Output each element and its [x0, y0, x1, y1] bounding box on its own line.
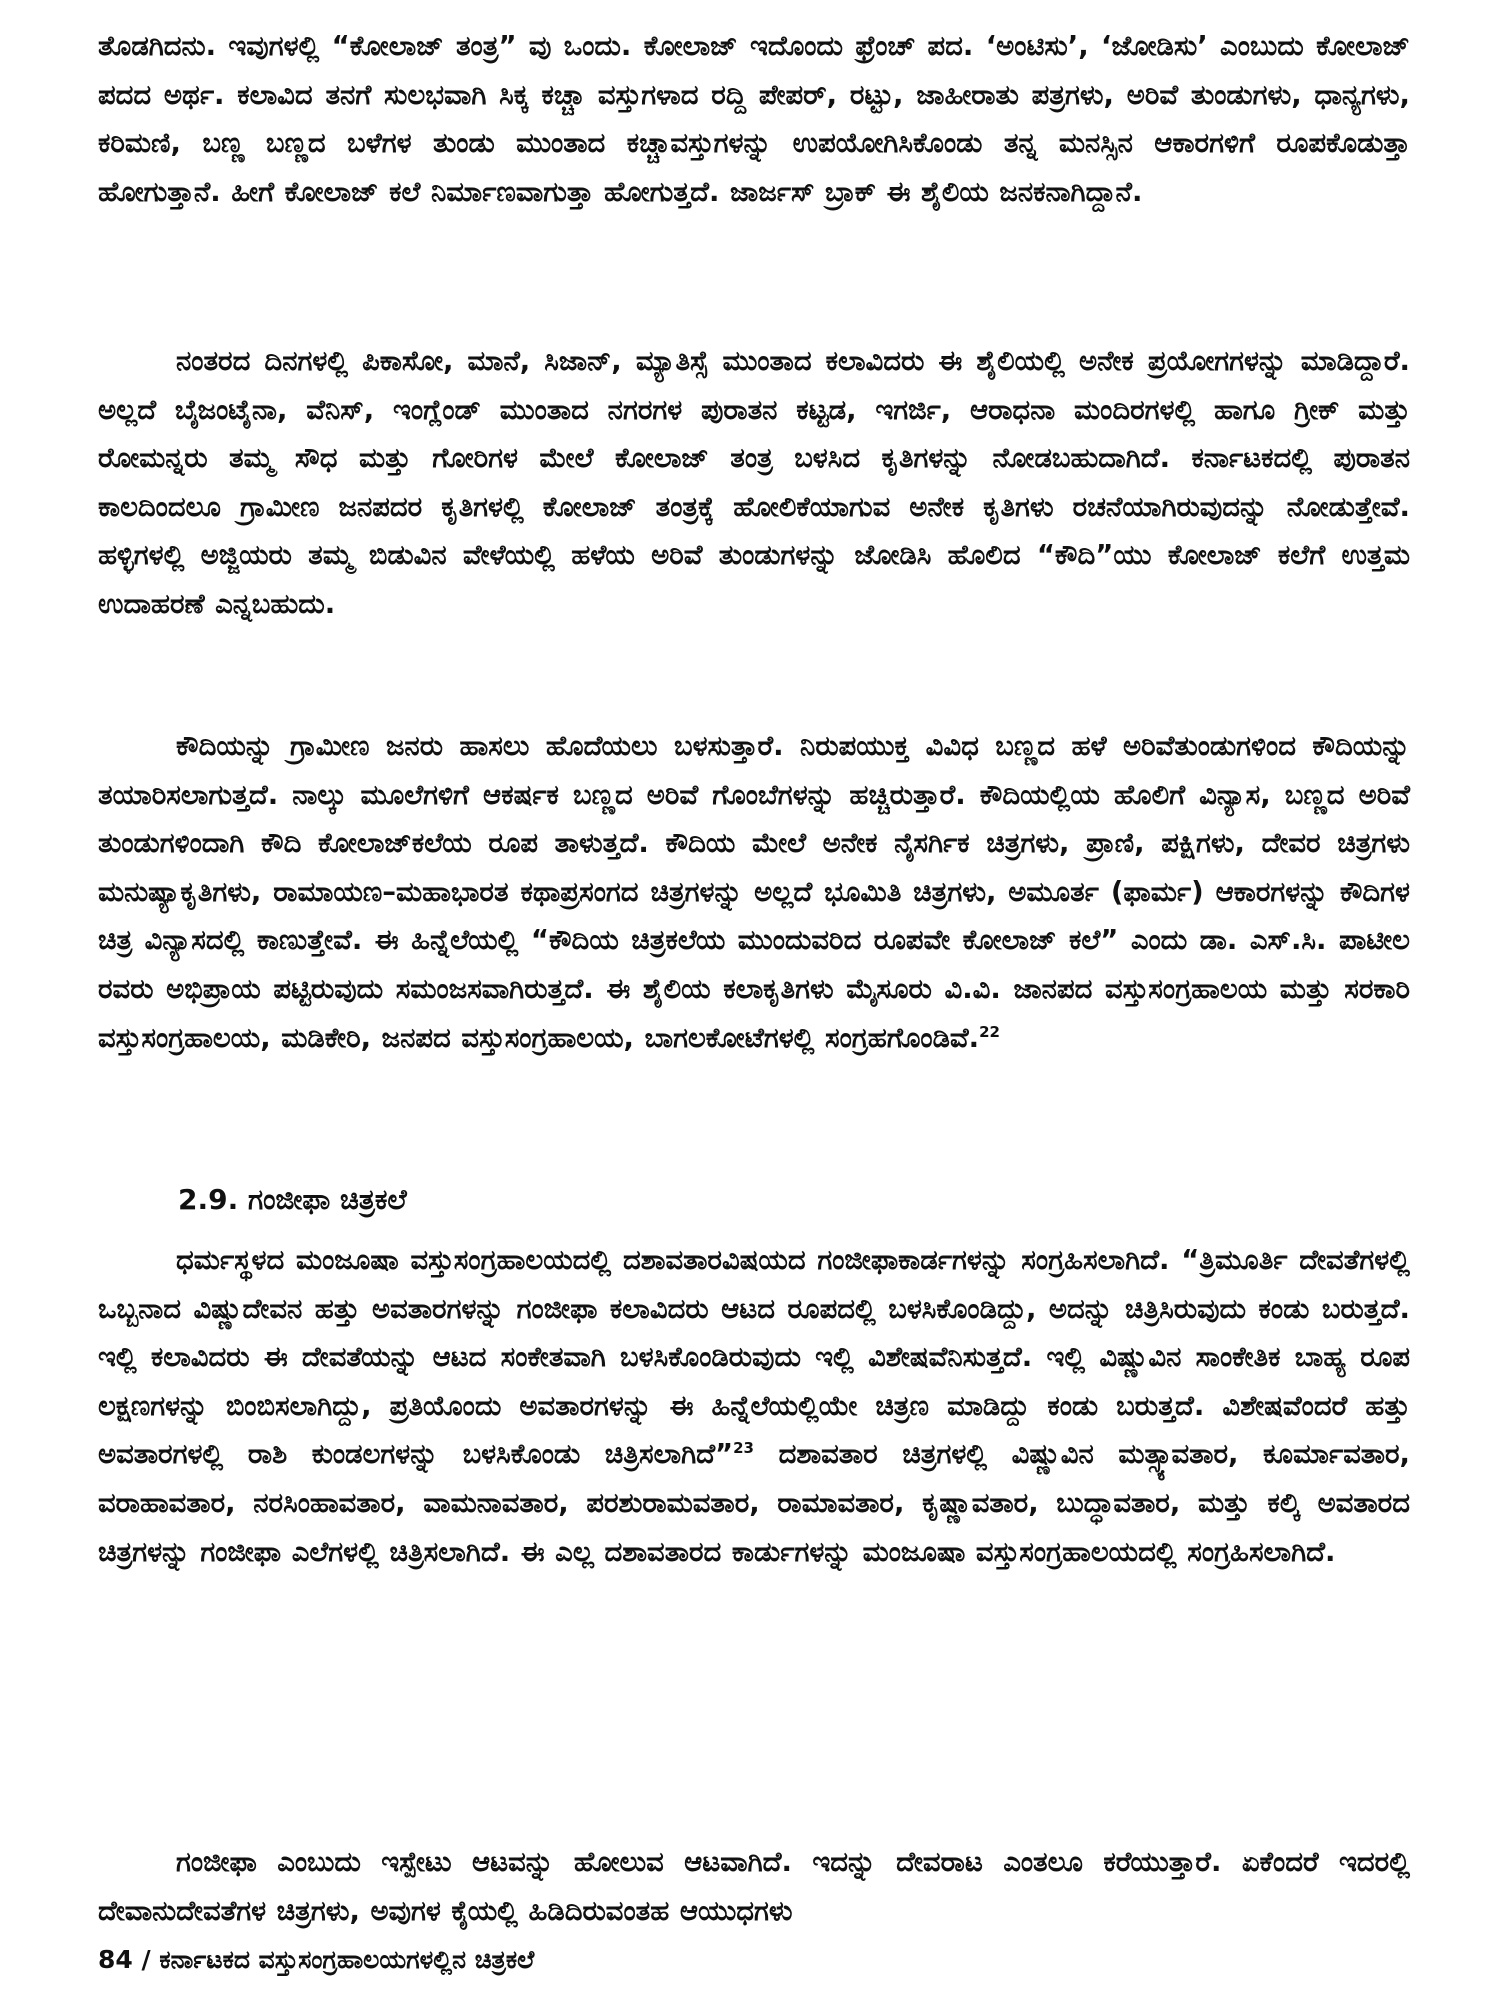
paragraph-text: ಗಂಜೀಫಾ ಎಂಬುದು ಇಸ್ಪೇಟು ಆಟವನ್ನು ಹೋಲುವ ಆಟವಾಗಿದೆ. ಇದನ್ನು ದೇವರಾಟ ಎಂತಲೂ ಕರೆಯುತ್ತಾರೆ. ಏಕೆಂದರೆ ಇದರಲ್ಲಿ ದೇವಾನುದೇವತೆಗಳ ಚಿತ್ರಗಳು, ಅವುಗಳ ಕೈಯಲ್ಲಿ ಹಿಡಿದಿರುವಂತಹ ಆಯುಧಗಳು: [98, 1846, 1410, 1927]
paragraph-kaudi: [98, 722, 1410, 1062]
footnote-marker: 22: [979, 1022, 1000, 1041]
paragraph-text: ನಂತರದ ದಿನಗಳಲ್ಲಿ ಪಿಕಾಸೋ, ಮಾನೆ, ಸಿಜಾನ್, ಮ್ಯಾತಿಸ್ಸೆ ಮುಂತಾದ ಕಲಾವಿದರು ಈ ಶೈಲಿಯಲ್ಲಿ ಅನೇಕ ಪ್ರಯೋಗಗಳನ್ನು ಮಾಡಿದ್ದಾರೆ. ಅಲ್ಲದೆ ಬೈಜಂಟೈನಾ, ವೆನಿಸ್, ಇಂಗ್ಲೆಂಡ್ ಮುಂತಾದ ನಗರಗಳ ಪುರಾತನ ಕಟ್ಟಡ, ಇಗರ್ಜಿ, ಆರಾಧನಾ ಮಂದಿರಗಳಲ್ಲಿ ಹಾಗೂ ಗ್ರೀಕ್ ಮತ್ತು ರೋಮನ್ನರು ತಮ್ಮ ಸೌಧ ಮತ್ತು ಗೋರಿಗಳ ಮೇಲೆ ಕೋಲಾಜ್ ತಂತ್ರ ಬಳಸಿದ ಕೃತಿಗಳನ್ನು ನೋಡಬಹುದಾಗಿದೆ. ಕರ್ನಾಟಕದಲ್ಲಿ ಪುರಾತನ ಕಾಲದಿಂದಲೂ ಗ್ರಾಮೀಣ ಜನಪದರ ಕೃತಿಗಳಲ್ಲಿ ಕೋಲಾಜ್ ತಂತ್ರಕ್ಕೆ ಹೋಲಿಕೆಯಾಗುವ ಅನೇಕ ಕೃತಿಗಳು ರಚನೆಯಾಗಿರುವುದನ್ನು ನೋಡುತ್ತೇವೆ. ಹಳ್ಳಿಗಳಲ್ಲಿ ಅಜ್ಜಿಯರು ತಮ್ಮ ಬಿಡುವಿನ ವೇಳೆಯಲ್ಲಿ ಹಳೆಯ ಅರಿವೆ ತುಂಡುಗಳನ್ನು ಜೋಡಿಸಿ ಹೊಲಿದ “ಕೌದಿ”ಯು ಕೋಲಾಜ್ ಕಲೆಗೆ ಉತ್ತಮ ಉದಾಹರಣೆ ಎನ್ನಬಹುದು.: [98, 345, 1410, 620]
paragraph-body-part-b: ದಶಾವತಾರ ಚಿತ್ರಗಳಲ್ಲಿ ವಿಷ್ಣುವಿನ ಮತ್ಸ್ಯಾವತಾರ, ಕೂರ್ಮಾವತಾರ, ವರಾಹಾವತಾರ, ನರಸಿಂಹಾವತಾರ, ವಾಮನಾವತಾರ, ಪರಶುರಾಮವತಾರ, ರಾಮಾವತಾರ, ಕೃಷ್ಣಾವತಾರ, ಬುದ್ಧಾವತಾರ, ಮತ್ತು ಕಲ್ಕಿ ಅವತಾರದ ಚಿತ್ರಗಳನ್ನು ಗಂಜೀಫಾ ಎಲೆಗಳಲ್ಲಿ ಚಿತ್ರಿಸಲಾಗಿದೆ. ಈ ಎಲ್ಲ ದಶಾವತಾರದ ಕಾರ್ಡುಗಳನ್ನು ಮಂಜೂಷಾ ವಸ್ತುಸಂಗ್ರಹಾಲಯದಲ್ಲಿ ಸಂಗ್ರಹಿಸಲಾಗಿದೆ.: [98, 1438, 1411, 1568]
paragraph-text: ತೊಡಗಿದನು. ಇವುಗಳಲ್ಲಿ “ಕೋಲಾಜ್ ತಂತ್ರ” ವು ಒಂದು. ಕೋಲಾಜ್ ಇದೊಂದು ಫ್ರೆಂಚ್ ಪದ. ‘ಅಂಟಿಸು’, ‘ಜೋಡಿಸು’ ಎಂಬುದು ಕೋಲಾಜ್ ಪದದ ಅರ್ಥ. ಕಲಾವಿದ ತನಗೆ ಸುಲಭವಾಗಿ ಸಿಕ್ಕ ಕಚ್ಚಾ ವಸ್ತುಗಳಾದ ರದ್ದಿ ಪೇಪರ್, ರಟ್ಟು, ಜಾಹೀರಾತು ಪತ್ರಗಳು, ಅರಿವೆ ತುಂಡುಗಳು, ಧಾನ್ಯಗಳು, ಕರಿಮಣಿ, ಬಣ್ಣ ಬಣ್ಣದ ಬಳೆಗಳ ತುಂಡು ಮುಂತಾದ ಕಚ್ಚಾವಸ್ತುಗಳನ್ನು ಉಪಯೋಗಿಸಿಕೊಂಡು ತನ್ನ ಮನಸ್ಸಿನ ಆಕಾರಗಳಿಗೆ ರೂಪಕೊಡುತ್ತಾ ಹೋಗುತ್ತಾನೆ. ಹೀಗೆ ಕೋಲಾಜ್ ಕಲೆ ನಿರ್ಮಾಣವಾಗುತ್ತಾ ಹೋಗುತ್ತದೆ. ಜಾರ್ಜಸ್ ಬ್ರಾಕ್ ಈ ಶೈಲಿಯ ಜನಕನಾಗಿದ್ದಾನೆ.: [98, 30, 1410, 208]
footnote-marker: 23: [733, 1439, 754, 1458]
section-heading: 2.9. ಗಂಜೀಫಾ ಚಿತ್ರಕಲೆ: [178, 1183, 407, 1216]
paragraph-body: ಕೌದಿಯನ್ನು ಗ್ರಾಮೀಣ ಜನರು ಹಾಸಲು ಹೊದೆಯಲು ಬಳಸುತ್ತಾರೆ. ನಿರುಪಯುಕ್ತ ವಿವಿಧ ಬಣ್ಣದ ಹಳೆ ಅರಿವೆತುಂಡುಗಳಿಂದ ಕೌದಿಯನ್ನು ತಯಾರಿಸಲಾಗುತ್ತದೆ. ನಾಲ್ಕು ಮೂಲೆಗಳಿಗೆ ಆಕರ್ಷಕ ಬಣ್ಣದ ಅರಿವೆ ಗೊಂಬೆಗಳನ್ನು ಹಚ್ಚಿರುತ್ತಾರೆ. ಕೌದಿಯಲ್ಲಿಯ ಹೊಲಿಗೆ ವಿನ್ಯಾಸ, ಬಣ್ಣದ ಅರಿವೆ ತುಂಡುಗಳಿಂದಾಗಿ ಕೌದಿ ಕೋಲಾಜ್‌ಕಲೆಯ ರೂಪ ತಾಳುತ್ತದೆ. ಕೌದಿಯ ಮೇಲೆ ಅನೇಕ ನೈಸರ್ಗಿಕ ಚಿತ್ರಗಳು, ಪ್ರಾಣಿ, ಪಕ್ಷಿಗಳು, ದೇವರ ಚಿತ್ರಗಳು ಮನುಷ್ಯಾಕೃತಿಗಳು, ರಾಮಾಯಣ–ಮಹಾಭಾರತ ಕಥಾಪ್ರಸಂಗದ ಚಿತ್ರಗಳನ್ನು ಅಲ್ಲದೆ ಭೂಮಿತಿ ಚಿತ್ರಗಳು, ಅಮೂರ್ತ (ಫಾರ್ಮ) ಆಕಾರಗಳನ್ನು ಕೌದಿಗಳ ಚಿತ್ರ ವಿನ್ಯಾಸದಲ್ಲಿ ಕಾಣುತ್ತೇವೆ. ಈ ಹಿನ್ನೆಲೆಯಲ್ಲಿ “ಕೌದಿಯ ಚಿತ್ರಕಲೆಯ ಮುಂದುವರಿದ ರೂಪವೇ ಕೋಲಾಜ್ ಕಲೆ” ಎಂದು ಡಾ. ಎಸ್.ಸಿ. ಪಾಟೀಲ ರವರು ಅಭಿಪ್ರಾಯ ಪಟ್ಟಿರುವುದು ಸಮಂಜಸವಾಗಿರುತ್ತದೆ. ಈ ಶೈಲಿಯ ಕಲಾಕೃತಿಗಳು ಮೈಸೂರು ವಿ.ವಿ. ಜಾನಪದ ವಸ್ತುಸಂಗ್ರಹಾಲಯ ಮತ್ತು ಸರಕಾರಿ ವಸ್ತುಸಂಗ್ರಹಾಲಯ, ಮಡಿಕೇರಿ, ಜನಪದ ವಸ್ತುಸಂಗ್ರಹಾಲಯ, ಬಾಗಲಕೋಟೆಗಳಲ್ಲಿ ಸಂಗ್ರಹಗೊಂಡಿವೆ.: [98, 730, 1410, 1054]
paragraph-collage-history: [98, 337, 1410, 629]
page-footer: 84 / ಕರ್ನಾಟಕದ ವಸ್ತುಸಂಗ್ರಹಾಲಯಗಳಲ್ಲಿನ ಚಿತ್ರಕಲೆ: [98, 1945, 535, 1974]
paragraph-ganjifa-dashavatara: [98, 1236, 1410, 1576]
paragraph-collage-intro: [98, 22, 1410, 216]
paragraph-text: [98, 722, 1410, 1062]
paragraph-text: [98, 1236, 1410, 1576]
paragraph-body-part-a: ಧರ್ಮಸ್ಥಳದ ಮಂಜೂಷಾ ವಸ್ತುಸಂಗ್ರಹಾಲಯದಲ್ಲಿ ದಶಾವತಾರವಿಷಯದ ಗಂಜೀಫಾಕಾರ್ಡಗಳನ್ನು ಸಂಗ್ರಹಿಸಲಾಗಿದೆ. “ತ್ರಿಮೂರ್ತಿ ದೇವತೆಗಳಲ್ಲಿ ಒಬ್ಬನಾದ ವಿಷ್ಣುದೇವನ ಹತ್ತು ಅವತಾರಗಳನ್ನು ಗಂಜೀಫಾ ಕಲಾವಿದರು ಆಟದ ರೂಪದಲ್ಲಿ ಬಳಸಿಕೊಂಡಿದ್ದು, ಅದನ್ನು ಚಿತ್ರಿಸಿರುವುದು ಕಂಡು ಬರುತ್ತದೆ. ಇಲ್ಲಿ ಕಲಾವಿದರು ಈ ದೇವತೆಯನ್ನು ಆಟದ ಸಂಕೇತವಾಗಿ ಬಳಸಿಕೊಂಡಿರುವುದು ಇಲ್ಲಿ ವಿಶೇಷವೆನಿಸುತ್ತದೆ. ಇಲ್ಲಿ ವಿಷ್ಣುವಿನ ಸಾಂಕೇತಿಕ ಬಾಹ್ಯ ರೂಪ ಲಕ್ಷಣಗಳನ್ನು ಬಿಂಬಿಸಲಾಗಿದ್ದು, ಪ್ರತಿಯೊಂದು ಅವತಾರಗಳನ್ನು ಈ ಹಿನ್ನೆಲೆಯಲ್ಲಿಯೇ ಚಿತ್ರಣ ಮಾಡಿದ್ದು ಕಂಡು ಬರುತ್ತದೆ. ವಿಶೇಷವೆಂದರೆ ಹತ್ತು ಅವತಾರಗಳಲ್ಲಿ ರಾಶಿ ಕುಂಡಲಗಳನ್ನು ಬಳಸಿಕೊಂಡು ಚಿತ್ರಿಸಲಾಗಿದೆ”: [98, 1244, 1410, 1471]
paragraph-ganjifa-game: [98, 1838, 1410, 1935]
